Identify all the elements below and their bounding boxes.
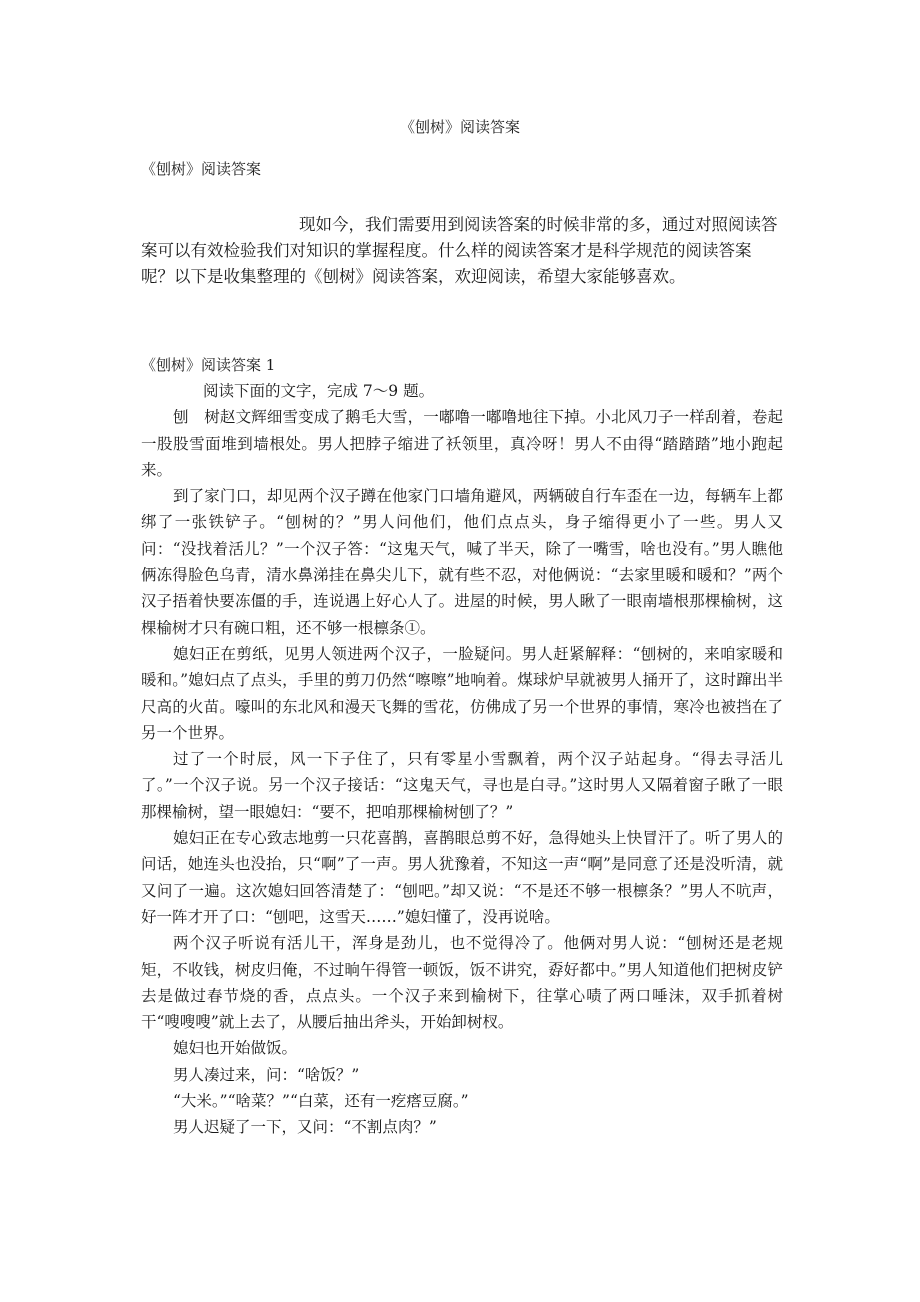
article-paragraph: 媳妇正在剪纸，见男人领进两个汉子，一脸疑问。男人赶紧解释：“刨树的，来咱家暖和暖和。”媳妇点了点头，手里的剪刀仍然“嚓嚓”地响着。煤球炉早就被男人捅开了，这时蹿出半尺高的火苗。嚎叫的东北风和漫天飞舞的雪花，仿佛成了另一个世界的事情，寒冷也被挡在了另一个世界。: [141, 644, 783, 742]
intro-paragraph: [141, 212, 781, 290]
task-instruction: 阅读下面的文字，完成 7～9 题。: [203, 382, 435, 400]
article-paragraph: 刨 树赵文辉细雪变成了鹅毛大雪，一嘟噜一嘟噜地往下掉。小北风刀子一样刮着，卷起一股股雪面堆到墙根处。男人把脖子缩进了袄领里，真冷呀！男人不由得“踏踏踏”地小跑起来。: [141, 408, 783, 479]
section-heading: 《刨树》阅读答案 1: [141, 356, 276, 374]
article-paragraph: 媳妇也开始做饭。: [173, 1039, 298, 1058]
article-body: [141, 378, 783, 1141]
article-paragraph: 男人迟疑了一下，又问：“不割点肉？”: [173, 1118, 437, 1137]
article-paragraph: 过了一个时辰，风一下子住了，只有零星小雪飘着，两个汉子站起身。“得去寻活儿了。”一个汉子说。另一个汉子接话：“这鬼天气，寻也是白寻。”这时男人又隔着窗子瞅了一眼那棵榆树，望一眼媳妇：“要不，把咱那棵榆树刨了？”: [141, 750, 783, 821]
article-paragraph: 媳妇正在专心致志地剪一只花喜鹊，喜鹊眼总剪不好，急得她头上快冒汗了。听了男人的问话，她连头也没抬，只“啊”了一声。男人犹豫着，不知这一声“啊”是同意了还是没听清，就又问了一遍。这次媳妇回答清楚了：“刨吧。”却又说：“不是还不够一根檩条？”男人不吭声，好一阵才开了口：“刨吧，这雪天……”媳妇懂了，没再说啥。: [141, 829, 783, 926]
document-title: 《刨树》阅读答案: [399, 118, 520, 136]
intro-text: 现如今，我们需要用到阅读答案的时候非常的多，通过对照阅读答案可以有效检验我们对知识的掌握程度。什么样的阅读答案才是科学规范的阅读答案呢？以下是收集整理的《刨树》阅读答案，欢迎阅读，希望大家能够喜欢。: [141, 215, 778, 286]
article-paragraph: “大米。”“啥菜？”“白菜，还有一疙瘩豆腐。”: [173, 1092, 469, 1111]
document-subtitle: 《刨树》阅读答案: [141, 160, 262, 178]
article-paragraph: 两个汉子听说有活儿干，浑身是劲儿，也不觉得冷了。他俩对男人说：“刨树还是老规矩，不收钱，树皮归俺，不过晌午得管一顿饭，饭不讲究，孬好都中。”男人知道他们把树皮铲去是做过春节烧的香，点点头。一个汉子来到榆树下，往掌心啧了两口唾沫，双手抓着树干“嗖嗖嗖”就上去了，从腰后抽出斧头，开始卸树杈。: [141, 934, 783, 1032]
article-paragraph: 男人凑过来，问：“啥饭？”: [173, 1065, 360, 1084]
article-paragraph: 到了家门口，却见两个汉子蹲在他家门口墙角避风，两辆破自行车歪在一边，每辆车上都绑了一张铁铲子。“刨树的？”男人问他们，他们点点头，身子缩得更小了一些。男人又问：“没找着活儿？”一个汉子答：“这鬼天气，喊了半天，除了一嘴雪，啥也没有。”男人瞧他俩冻得脸色乌青，清水鼻涕挂在鼻尖儿下，就有些不忍，对他俩说：“去家里暖和暖和？”两个汉子捂着快要冻僵的手，连说遇上好心人了。进屋的时候，男人瞅了一眼南墙根那棵榆树，这棵榆树才只有碗口粗，还不够一根檩条①。: [141, 487, 783, 637]
